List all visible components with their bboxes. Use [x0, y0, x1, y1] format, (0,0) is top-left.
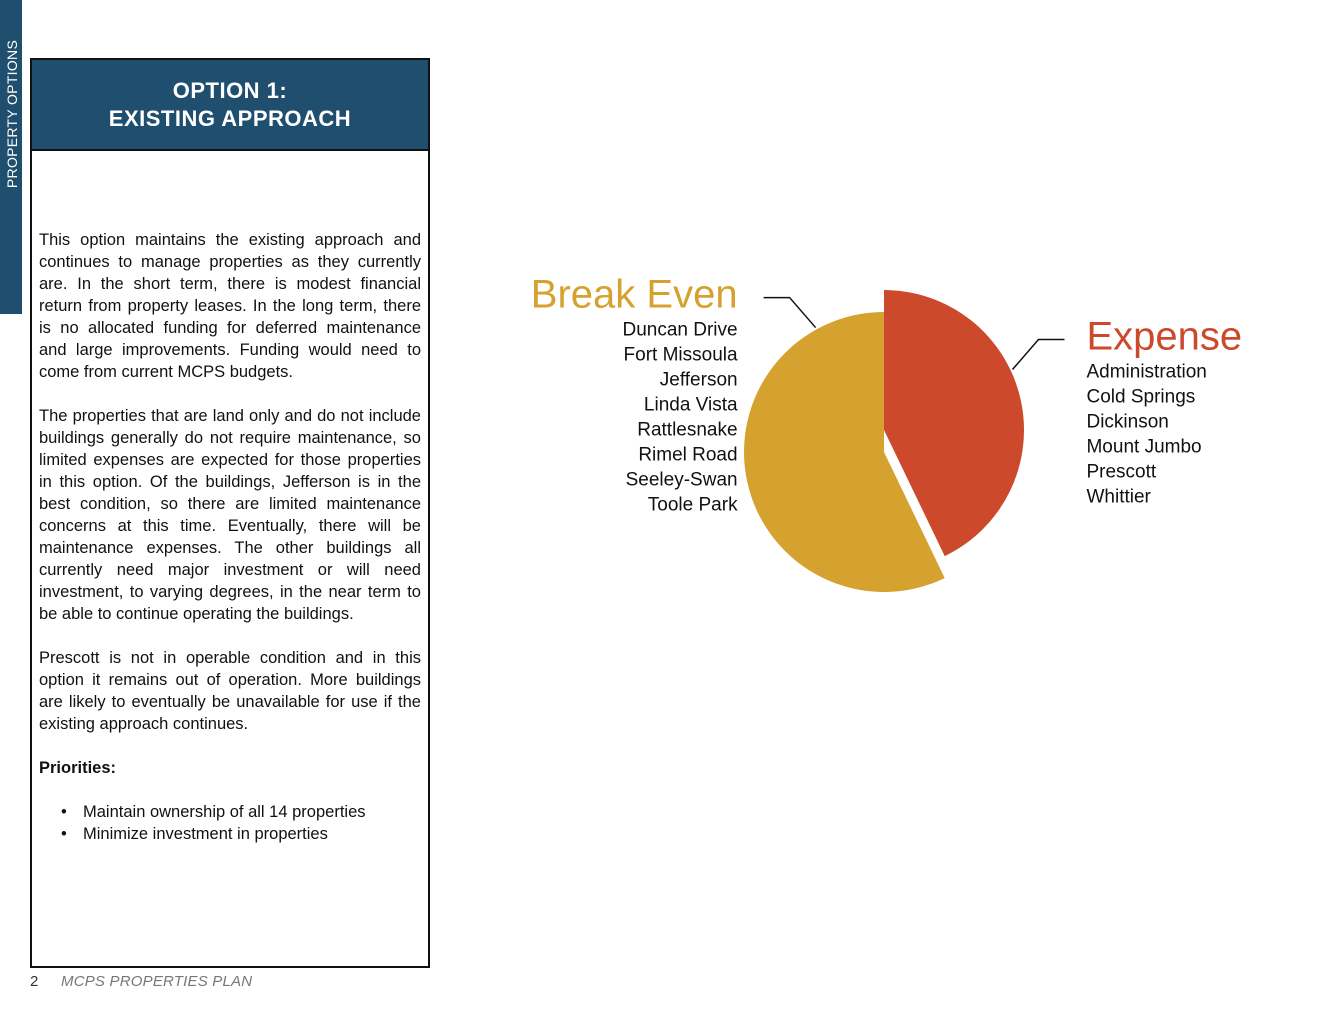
- property-label: Prescott: [1086, 461, 1157, 483]
- option-title-line-1: OPTION 1:: [172, 77, 288, 103]
- property-label: Toole Park: [647, 494, 738, 516]
- category-label-break-even: Break Even: [530, 272, 738, 317]
- property-label: Administration: [1086, 361, 1207, 383]
- category-label-expense: Expense: [1086, 314, 1243, 359]
- property-label: Duncan Drive: [622, 319, 738, 341]
- footer-document-title: MCPS PROPERTIES PLAN: [61, 973, 253, 990]
- paragraph-land-and-buildings: The properties that are land only and do not include buildings generally do not require maintenance, so limited expenses are expected for those properties in this option. Of the buildings, Jefferson is in the best condition, so there are limited maintenance concerns at this time. Eventually, there will be maintenance expenses. The other buildings all currently need major investment or will need investment, to varying degrees, in the near term to be able to continue operating the buildings.: [39, 407, 421, 623]
- leader-line-break-even: [764, 298, 816, 328]
- property-label: Seeley-Swan: [625, 469, 738, 491]
- property-label: Mount Jumbo: [1086, 436, 1202, 458]
- property-label: Dickinson: [1086, 411, 1169, 433]
- option-panel-header: [32, 60, 428, 151]
- property-label: Linda Vista: [643, 394, 738, 416]
- paragraph-prescott: Prescott is not in operable condition and in this option it remains out of operation. More buildings are likely to eventually be unavailable for use if the existing approach continues.: [39, 649, 421, 733]
- property-label: Whittier: [1086, 486, 1151, 508]
- property-label: Rimel Road: [638, 444, 738, 466]
- priorities-heading: Priorities:: [39, 759, 117, 777]
- option-panel: [30, 58, 430, 968]
- pie-chart: [440, 270, 1300, 610]
- section-side-tab-label: PROPERTY OPTIONS: [4, 39, 20, 189]
- section-side-tab: [0, 0, 22, 314]
- priority-item: • Maintain ownership of all 14 properties: [61, 801, 421, 823]
- page-number: 2: [30, 973, 39, 990]
- leader-line-expense: [1012, 340, 1064, 370]
- property-label: Jefferson: [659, 369, 738, 391]
- property-label: Fort Missoula: [623, 344, 738, 366]
- option-title-line-2: EXISTING APPROACH: [108, 105, 352, 131]
- property-label: Rattlesnake: [637, 419, 738, 441]
- paragraph-existing-approach: This option maintains the existing approach and continues to manage properties as they currently are. In the short term, there is modest financial return from property leases. In the long term, there is no allocated funding for deferred maintenance and large improvements. Funding would need to come from current MCPS budgets.: [39, 231, 421, 381]
- priority-item: • Minimize investment in properties: [61, 823, 421, 845]
- property-label: Cold Springs: [1086, 386, 1196, 408]
- option-panel-body: [32, 151, 428, 845]
- priorities-list: [39, 801, 421, 845]
